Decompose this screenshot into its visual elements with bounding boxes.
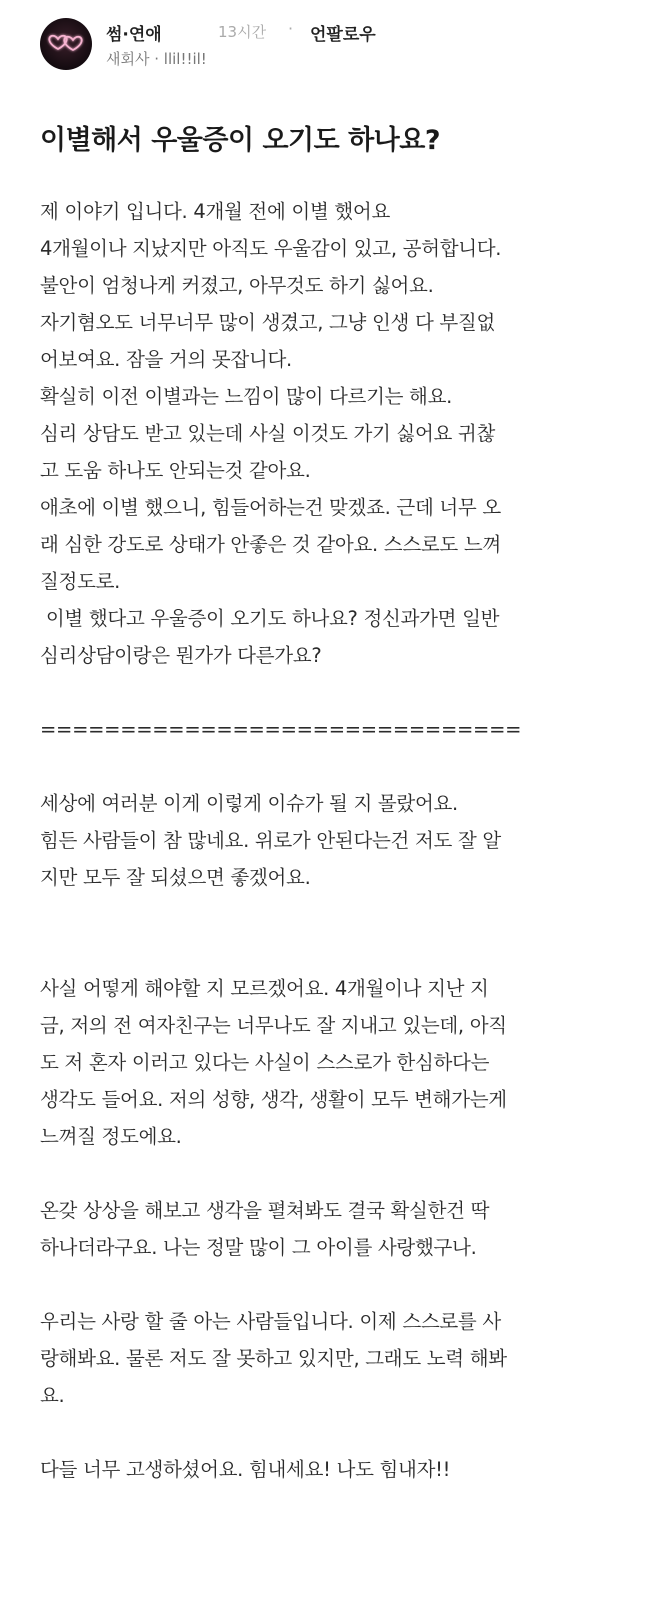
body-line: 자기혐오도 너무너무 많이 생겼고, 그냥 인생 다 부질없 <box>40 311 496 334</box>
body-line: 금, 저의 전 여자친구는 너무나도 잘 지내고 있는데, 아직 <box>40 1014 507 1037</box>
double-heart-neon-icon <box>40 18 92 70</box>
body-line: 랑해봐요. 물론 저도 잘 못하고 있지만, 그래도 노력 해봐 <box>40 1347 507 1370</box>
body-line: 우리는 사랑 할 줄 아는 사람들입니다. 이제 스스로를 사 <box>40 1310 501 1333</box>
body-line: 하나더라구요. 나는 정말 많이 그 아이를 사랑했구나. <box>40 1236 477 1259</box>
post-body <box>40 193 640 1488</box>
body-line: 도 저 혼자 이러고 있다는 사실이 스스로가 한심하다는 <box>40 1051 490 1074</box>
body-line: 고 도움 하나도 안되는것 같아요. <box>40 459 311 482</box>
body-line: 요. <box>40 1384 65 1407</box>
body-line: 심리 상담도 받고 있는데 사실 이것도 가기 싫어요 귀찮 <box>40 422 496 445</box>
paragraph-gap <box>40 896 640 933</box>
body-line: 세상에 여러분 이게 이렇게 이슈가 될 지 몰랐어요. <box>40 792 458 815</box>
body-line: 제 이야기 입니다. 4개월 전에 이별 했어요 <box>40 200 390 223</box>
avatar[interactable] <box>40 18 92 70</box>
body-line: 애초에 이별 했으니, 힘들어하는건 맞겠죠. 근데 너무 오 <box>40 496 501 519</box>
body-line: 온갖 상상을 해보고 생각을 펼쳐봐도 결국 확실한건 딱 <box>40 1199 490 1222</box>
post-title: 이별해서 우울증이 오기도 하나요? <box>40 125 441 156</box>
body-line: 느껴질 정도에요. <box>40 1125 182 1148</box>
body-line: 확실히 이전 이별과는 느낌이 많이 다르기는 해요. <box>40 385 453 408</box>
post-time: 13시간 <box>218 23 267 41</box>
body-line: ============================== <box>40 718 522 741</box>
body-line: 심리상담이랑은 뭔가가 다른가요? <box>40 644 322 667</box>
body-line: 이별 했다고 우울증이 오기도 하나요? 정신과가면 일반 <box>40 607 500 630</box>
post-header <box>40 18 620 72</box>
body-line: 사실 어떻게 해야할 지 모르겠어요. 4개월이나 지난 지 <box>40 977 489 1000</box>
separator-dot: · <box>288 19 294 38</box>
author-company: 새회사 · llil!!il! <box>106 50 207 68</box>
body-line: 질정도로. <box>40 570 121 593</box>
paragraph-gap <box>40 1266 640 1303</box>
body-line: 4개월이나 지났지만 아직도 우울감이 있고, 공허합니다. <box>40 237 502 260</box>
body-line: 지만 모두 잘 되셨으면 좋겠어요. <box>40 866 311 889</box>
paragraph-gap <box>40 674 640 711</box>
body-line: 다들 너무 고생하셨어요. 힘내세요! 나도 힘내자!! <box>40 1458 451 1481</box>
body-line: 래 심한 강도로 상태가 안좋은 것 같아요. 스스로도 느껴 <box>40 533 501 556</box>
paragraph-gap <box>40 1155 640 1192</box>
paragraph-gap <box>40 748 640 785</box>
channel-name[interactable]: 썸·연애 <box>106 25 162 45</box>
body-line: 생각도 들어요. 저의 성향, 생각, 생활이 모두 변해가는게 <box>40 1088 507 1111</box>
paragraph-gap <box>40 1414 640 1451</box>
body-line: 힘든 사람들이 참 많네요. 위로가 안된다는건 저도 잘 알 <box>40 829 501 852</box>
paragraph-gap <box>40 933 640 970</box>
body-line: 불안이 엄청나게 커졌고, 아무것도 하기 싫어요. <box>40 274 434 297</box>
body-line: 어보여요. 잠을 거의 못잡니다. <box>40 348 292 371</box>
unfollow-button[interactable]: 언팔로우 <box>310 25 376 45</box>
